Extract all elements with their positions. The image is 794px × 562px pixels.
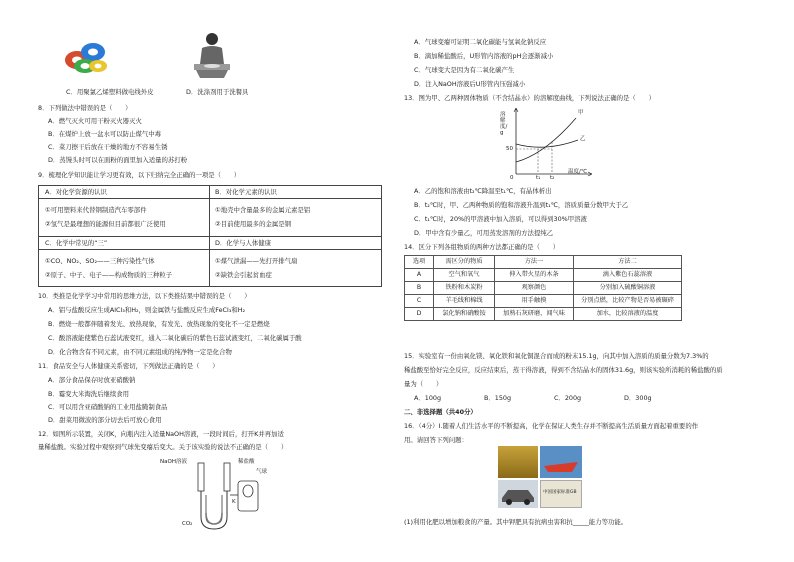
q9-cell-a-line1: ①可用塑料来代替钢制造汽车零部件 [45,206,147,214]
q16-line1: 16．（4分）Ⅰ.随着人们生活水平的不断提高，化学在保证人类生存并不断提高生活质量方面起着重要的作 [404,422,699,430]
q12-option-b: B．滴加稀盐酸后，U形管内溶液的pH会逐渐减小 [414,52,554,60]
q13-series-jia: 甲 [578,110,584,116]
q14-cell: 加熟石灰研磨，闻气味 [495,308,574,321]
q14-header-row [405,256,682,269]
q14-cell: 用手触摸 [495,295,574,308]
q13-option-d: D．甲中含有少量乙，可用蒸发溶剂的方法提纯乙 [414,229,554,237]
q9-cell-a-title: A．对化学资源的认识 [45,188,107,196]
q9-cell-d-line1: ①煤气泄漏——先打开排气扇 [215,257,298,265]
q9-cell-a-line2: ②氢气是最理想的能源但目前都很广泛使用 [45,220,166,228]
q14-cell: D [405,308,434,321]
q13-y-axis-label: 溶解度/g [500,112,508,137]
q7-option-c: C．用聚氯乙烯塑料做电线外皮 [66,88,154,96]
q11-option-b: B．霉变大米淘洗后继续食用 [48,390,130,398]
q9-cell-b-line1: ①地壳中含量最多的金属元素是铝 [215,206,311,214]
q11-stem: 11．食品安全与人体健康关系密切，下列做法正确的是（ ） [38,362,219,370]
q10-option-a: A．铝与盐酸反应生成AlCl₃和H₂，则金属铁与盐酸反应生成FeCl₃和H₂ [48,306,246,314]
q9-cell-d-line2: ②缺铁会引起贫血症 [215,271,272,279]
q12-balloon-label: 气球 [256,469,268,475]
q14-cell: 分别加入硫酸铜溶液 [574,282,682,295]
table-row [405,282,682,295]
q14-cell: 加水，比较溶液的温度 [574,308,682,321]
q10-option-c: C．酸溶液能使紫色石蕊试液变红，通入二氧化碳后的紫色石蕊试液变红，二氧化碳属于酸 [48,334,302,342]
q15-line3: 量为（ ） [404,380,443,388]
boat-photo [540,446,582,478]
q15-option-d: D．300g [624,394,652,402]
q13-t1-label: t₁ [536,175,541,181]
q15-line1: 15．实验室有一份由氧化镁、氧化铁和氧化铜混合而成的粉末15.1g，向其中加入溶质的质量分数为7.3%的 [404,352,709,360]
q15-option-c: C．200g [554,394,582,402]
q14-cell: C [405,295,434,308]
dishwashing-illustration [188,30,234,80]
grain-sacks-photo [498,446,538,478]
q12-stem-cont: 量稀盐酸。实验过程中观察到气球先变瘪后变大。关于该实验的说法不正确的是（ ） [38,443,288,451]
q16-photo-collage [498,446,582,508]
q15-option-a: A．100g [414,394,442,402]
q8-option-b: B．在煤炉上放一盆水可以防止煤气中毒 [48,130,162,138]
q9-cell-b-title: B．对化学元素的认识 [215,188,277,196]
q10-option-d: D．化合物含有不同元素，由不同元素组成的纯净物一定是化合物 [48,348,232,356]
q9-table [38,185,382,287]
standard-label-photo [540,480,582,508]
q13-origin-label: 0 [510,175,514,181]
q13-option-c: C．t₁℃时，20%的甲溶液中加入溶质，可以得到30%甲溶液 [414,215,587,223]
q10-stem: 10．类推是化学学习中常用的思维方法，以下类推结果中错误的是（ ） [38,292,251,300]
q14-header-method2: 方法二 [574,256,682,269]
q13-y-tick-50: 50 [506,146,513,152]
q9-cell-c-line2: ②原子、中子、电子——构成物质的三种粒子 [45,271,173,279]
q14-cell: 伸入带火星的木条 [495,269,574,282]
q14-cell: B [405,282,434,295]
q12-hcl-label: 稀盐酸 [238,459,255,465]
q11-option-c: C．可以用含亚硝酸钠的工业用盐腌制食品 [48,403,168,411]
q8-option-c: C．菜刀擦干后放在干燥的地方不容易生锈 [48,143,168,151]
q15-line2: 稀盐酸至恰好完全反应，反应结束后，蒸干得溶液，得到不含结晶水的固体31.6g，则该实验所消耗的稀盐酸的质 [404,366,723,374]
q14-cell: 观察颜色 [495,282,574,295]
q8-stem: 8．下列做法中错误的是（ ） [38,104,132,112]
q14-cell: 羊毛线和棉线 [434,295,495,308]
q12-option-d: D．注入NaOH溶液后U形管内压强减小 [414,80,526,88]
q14-header-method1: 方法一 [495,256,574,269]
q14-cell: 分别点燃，比较产物是否易被碾碎 [574,295,682,308]
cable-photo [63,34,108,74]
car-photo [498,480,538,508]
q16-line3: (1)利用化肥以增加粮食的产量。其中钾肥具有抗病虫害和抗_____能力等功能。 [404,518,628,526]
q12-apparatus-diagram [160,455,270,535]
q12-k-label: K [232,499,236,505]
q14-stem: 14．区分下列各组物质的两种方法都正确的是（ ） [404,243,560,251]
q12-stem: 12．如图所示装置，关闭K，向瓶内注入适量NaOH溶液，一段时间后，打开K并再加适 [38,430,284,438]
q7-option-d: D．洗涤剂用于洗餐具 [186,88,249,96]
q9-cell-d-title: D．化学与人体健康 [215,239,272,247]
q14-header-substances: 需区分的物质 [434,256,495,269]
q11-option-a: A．部分食品保存时放亚硝酸钠 [48,376,136,384]
q14-cell: 铁粉和木炭粉 [434,282,495,295]
q13-x-axis-label: 温度/℃ [568,169,588,175]
q14-table [404,255,682,321]
q9-cell-b-line2: ②目前使用最多的金属是钢 [215,220,292,228]
q13-option-b: B．t₂℃时，甲、乙两种物质的饱和溶液升温到t₁℃，溶质质量分数甲大于乙 [414,201,629,209]
table-row [405,308,682,321]
q13-stem: 13．图为甲、乙两种固体物质（不含结晶水）的溶解度曲线，下列说法正确的是（ ） [404,94,655,102]
q13-solubility-chart [500,104,600,182]
q9-cell-c-title: C．化学中常见的“三” [45,239,108,247]
section-2-heading: 二、非选择题（共40分） [404,408,477,416]
q12-naoh-label: NaOH溶液 [160,459,187,465]
q13-t2-label: t₂ [550,175,555,181]
table-row [405,269,682,282]
q14-cell: A [405,269,434,282]
q12-option-c: C．气球变大是因为有二氧化碳产生 [414,66,515,74]
standard-label-text: 中国国家标准GB [543,490,577,495]
q14-cell: 空气和氧气 [434,269,495,282]
q13-series-yi: 乙 [580,136,586,142]
q12-option-a: A．气球变瘪可证明二氧化碳能与氢氧化钠反应 [414,38,547,46]
q12-co2-label: CO₂ [182,521,193,527]
q9-stem: 9．梳理化学知识能让学习更有效，以下归纳完全正确的一项是（ ） [38,171,241,179]
q13-option-a: A．乙的饱和溶液由t₂℃降温至t₁℃，有晶体析出 [414,187,552,195]
q15-option-b: B．150g [484,394,512,402]
q14-cell: 氯化钠和硝酸铵 [434,308,495,321]
q11-option-d: D．甜菜用微波的部分切去后可放心食用 [48,416,162,424]
q10-option-b: B．燃烧一般都伴随着发光、放热现象，有发光、放热现象的变化不一定是燃烧 [48,320,270,328]
table-row [405,295,682,308]
q14-header-option: 选项 [405,256,434,269]
q16-line2: 用。请回答下列问题： [404,436,468,444]
q14-cell: 滴入紫色石蕊溶液 [574,269,682,282]
q8-option-d: D．蒸馒头时可以在面粉的面里加入适量的苏打粉 [48,156,188,164]
q9-cell-c-line1: ①CO、NO₂、SO₂——三种污染性气体 [45,257,155,265]
q8-option-a: A．燃气灭火可用干粉灭火器灭火 [48,117,142,125]
